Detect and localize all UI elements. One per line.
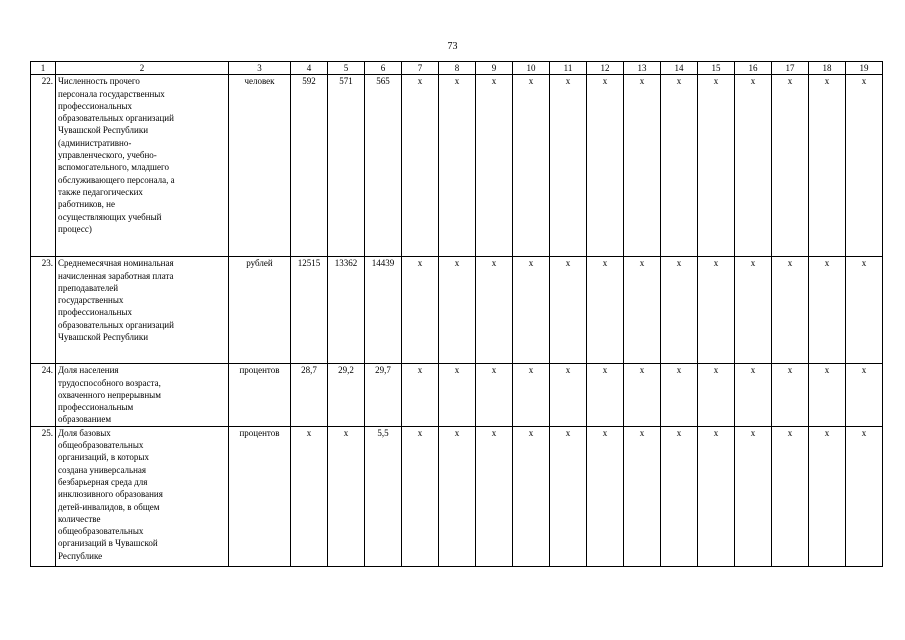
column-header: 7 (402, 62, 439, 75)
value-cell: 13362 (328, 257, 365, 364)
value-cell: x (809, 426, 846, 566)
value-cell: x (402, 257, 439, 364)
value-cell: x (587, 426, 624, 566)
value-cell: x (698, 75, 735, 257)
value-cell: x (624, 364, 661, 426)
value-cell: x (439, 426, 476, 566)
column-header: 6 (365, 62, 402, 75)
value-cell: 12515 (291, 257, 328, 364)
indicator-name: Численность прочего персонала государственных профессиональных образовательных организаций Чувашской Республики (административно- управленческого, учебно- вспомогательного, младшего обслуживающего персонала, а также педагогических работников, не осуществляющих учебный процесс) (56, 75, 229, 257)
value-cell: x (476, 257, 513, 364)
row-number: 22. (31, 75, 56, 257)
column-header: 15 (698, 62, 735, 75)
value-cell: x (846, 257, 883, 364)
value-cell: x (513, 426, 550, 566)
indicators-table (30, 61, 883, 567)
unit-cell: человек (229, 75, 291, 257)
column-header: 13 (624, 62, 661, 75)
value-cell: x (661, 364, 698, 426)
value-cell: x (439, 364, 476, 426)
value-cell: x (587, 75, 624, 257)
column-header: 17 (772, 62, 809, 75)
value-cell: x (735, 426, 772, 566)
value-cell: x (809, 75, 846, 257)
row-number: 24. (31, 364, 56, 426)
value-cell: x (402, 364, 439, 426)
value-cell: x (698, 364, 735, 426)
value-cell: x (624, 257, 661, 364)
value-cell: x (513, 364, 550, 426)
value-cell: x (735, 364, 772, 426)
value-cell: x (513, 257, 550, 364)
value-cell: x (513, 75, 550, 257)
page-number: 73 (447, 41, 458, 52)
unit-cell: рублей (229, 257, 291, 364)
value-cell: x (550, 257, 587, 364)
value-cell: x (846, 75, 883, 257)
value-cell: x (550, 426, 587, 566)
value-cell: x (587, 257, 624, 364)
value-cell: x (772, 364, 809, 426)
value-cell: x (476, 364, 513, 426)
value-cell: 29,7 (365, 364, 402, 426)
table-row (31, 426, 883, 566)
column-header: 8 (439, 62, 476, 75)
indicator-name: Среднемесячная номинальная начисленная заработная плата преподавателей государственных профессиональных образовательных организаций Чувашской Республики (56, 257, 229, 364)
indicator-name: Доля населения трудоспособного возраста, охваченного непрерывным профессиональным образованием (56, 364, 229, 426)
column-header: 10 (513, 62, 550, 75)
value-cell: x (735, 75, 772, 257)
value-cell: 565 (365, 75, 402, 257)
value-cell: x (661, 426, 698, 566)
value-cell: x (402, 75, 439, 257)
value-cell: 571 (328, 75, 365, 257)
value-cell: x (772, 257, 809, 364)
column-header: 9 (476, 62, 513, 75)
table-row (31, 364, 883, 426)
unit-cell: процентов (229, 426, 291, 566)
column-header: 14 (661, 62, 698, 75)
indicator-name: Доля базовых общеобразовательных организаций, в которых создана универсальная безбарьерная среда для инклюзивного образования детей-инвалидов, в общем количестве общеобразовательных организаций в Чувашской Республике (56, 426, 229, 566)
value-cell: x (661, 75, 698, 257)
value-cell: x (772, 75, 809, 257)
header-row (31, 62, 883, 75)
row-number: 25. (31, 426, 56, 566)
value-cell: x (698, 257, 735, 364)
value-cell: 28,7 (291, 364, 328, 426)
column-header: 16 (735, 62, 772, 75)
value-cell: x (402, 426, 439, 566)
table-row (31, 257, 883, 364)
value-cell: x (624, 75, 661, 257)
value-cell: x (772, 426, 809, 566)
column-header: 11 (550, 62, 587, 75)
value-cell: x (809, 257, 846, 364)
value-cell: x (476, 426, 513, 566)
column-header: 2 (56, 62, 229, 75)
value-cell: 592 (291, 75, 328, 257)
value-cell: x (439, 75, 476, 257)
column-header: 5 (328, 62, 365, 75)
value-cell: x (846, 364, 883, 426)
value-cell: 5,5 (365, 426, 402, 566)
value-cell: x (328, 426, 365, 566)
column-header: 3 (229, 62, 291, 75)
value-cell: x (624, 426, 661, 566)
value-cell: x (587, 364, 624, 426)
value-cell: x (550, 75, 587, 257)
value-cell: x (809, 364, 846, 426)
value-cell: x (550, 364, 587, 426)
column-header: 4 (291, 62, 328, 75)
column-header: 1 (31, 62, 56, 75)
value-cell: x (476, 75, 513, 257)
value-cell: x (735, 257, 772, 364)
value-cell: x (846, 426, 883, 566)
column-header: 18 (809, 62, 846, 75)
column-header: 12 (587, 62, 624, 75)
value-cell: x (291, 426, 328, 566)
row-number: 23. (31, 257, 56, 364)
unit-cell: процентов (229, 364, 291, 426)
value-cell: x (661, 257, 698, 364)
table-row (31, 75, 883, 257)
value-cell: x (698, 426, 735, 566)
value-cell: 29,2 (328, 364, 365, 426)
column-header: 19 (846, 62, 883, 75)
value-cell: 14439 (365, 257, 402, 364)
value-cell: x (439, 257, 476, 364)
